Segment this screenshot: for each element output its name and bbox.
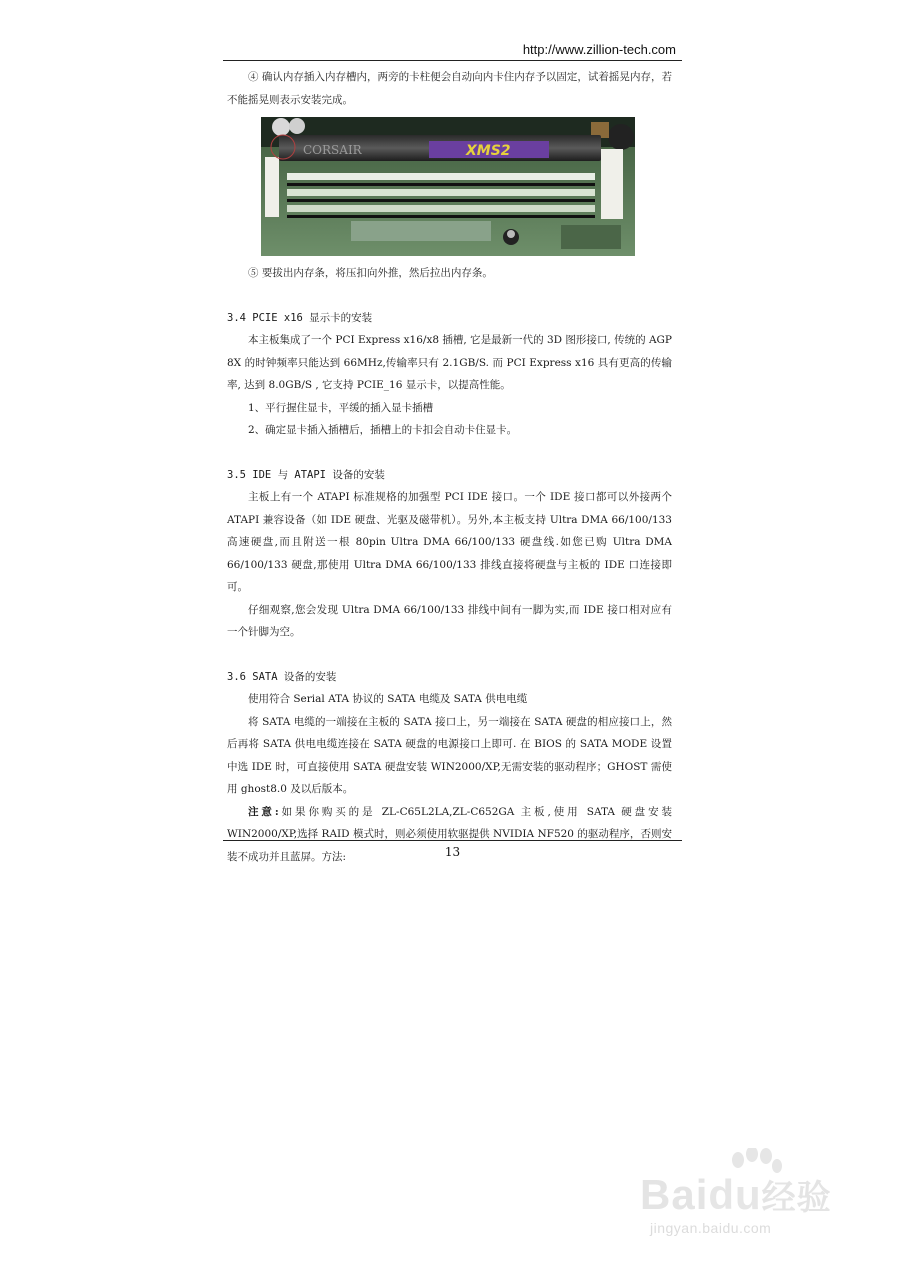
memory-module-photo-svg	[261, 117, 635, 256]
watermark-brand2: du	[708, 1171, 762, 1218]
section-3-4-paragraph: 本主板集成了一个 PCI Express x16/x8 插槽, 它是最新一代的 3D 图形接口, 传统的 AGP 8X 的时钟频率只能达到 66MHz,传输率只有 2.1GB/S. 而 PCI Express x16 具有更高的传输率, 达到 8.0GB/S , 它支持 PCIE_16 显示卡，以提高性能。	[227, 334, 672, 391]
section-3-6-paragraph-2: 将 SATA 电缆的一端接在主板的 SATA 接口上，另一端接在 SATA 硬盘的相应接口上，然后再将 SATA 供电电缆连接在 SATA 硬盘的电源接口上即可. 在 BIOS 的 SATA MODE 设置中选 IDE 时，可直接使用 SATA 硬盘安装 WIN2000/XP,无需安装的驱动程序；GHOST 需使用 ghost8.0 及以后版本。	[227, 715, 672, 795]
section-3-5-paragraph-1: 主板上有一个 ATAPI 标准规格的加强型 PCI IDE 接口。一个 IDE 接口都可以外接两个 ATAPI 兼容设备（如 IDE 硬盘、光驱及磁带机）。另外,本主板支持 Ultra DMA 66/100/133 高速硬盘,而且附送一根 80pin Ultra DMA 66/100/133 硬盘线.如您已购 Ultra DMA 66/100/133 硬盘,那使用 Ultra DMA 66/100/133 排线直接将硬盘与主板的 IDE 口连接即可。	[227, 491, 672, 593]
watermark-url: jingyan.baidu.com	[650, 1220, 772, 1236]
page-content	[227, 66, 672, 868]
watermark-cn: 经验	[761, 1179, 832, 1217]
section-3-5-paragraph-2: 仔细观察,您会发现 Ultra DMA 66/100/133 排线中间有一脚为实,而 IDE 接口相对应有一个针脚为空。	[227, 603, 672, 638]
footer-rule	[223, 840, 682, 841]
section-3-6-title: 3.6 SATA 设备的安装	[227, 670, 337, 683]
section-3-4-item-1: 1、平行握住显卡，平缓的插入显卡插槽	[248, 401, 434, 414]
note-label: 注意:	[248, 805, 279, 818]
step-5-text: ⑤ 要拔出内存条，将压扣向外推，然后拉出内存条。	[248, 267, 493, 279]
watermark-brand: Bai	[640, 1171, 709, 1218]
header-url: http://www.zillion-tech.com	[522, 42, 676, 57]
dimm-module-label: XMS2	[466, 143, 511, 159]
dimm-brand-label: CORSAIR	[303, 143, 362, 157]
section-3-4-title: 3.4 PCIE x16 显示卡的安装	[227, 311, 373, 324]
section-3-5-title: 3.5 IDE 与 ATAPI 设备的安装	[227, 468, 385, 481]
section-3-4-item-2: 2、确定显卡插入插槽后，插槽上的卡扣会自动卡住显卡。	[248, 424, 518, 436]
baidu-watermark	[640, 1148, 860, 1248]
step-4-text: ④ 确认内存插入内存槽内，两旁的卡柱便会自动向内卡住内存予以固定，试着摇晃内存，若不能摇晃则表示安装完成。	[227, 71, 672, 106]
header-rule	[223, 60, 682, 61]
note-text: 如果你购买的是 ZL-C65L2LA,ZL-C652GA 主板,使用 SATA 硬盘安装 WIN2000/XP,选择 RAID 模式时，则必须使用软驱提供 NVIDIA NF520 的驱动程序，否则安装不成功并且蓝屏。方法:	[227, 805, 672, 863]
memory-module-photo	[261, 117, 635, 256]
watermark-logo	[640, 1170, 832, 1219]
page-number: 13	[444, 845, 461, 859]
section-3-6-paragraph-1: 使用符合 Serial ATA 协议的 SATA 电缆及 SATA 供电电缆	[248, 693, 528, 705]
